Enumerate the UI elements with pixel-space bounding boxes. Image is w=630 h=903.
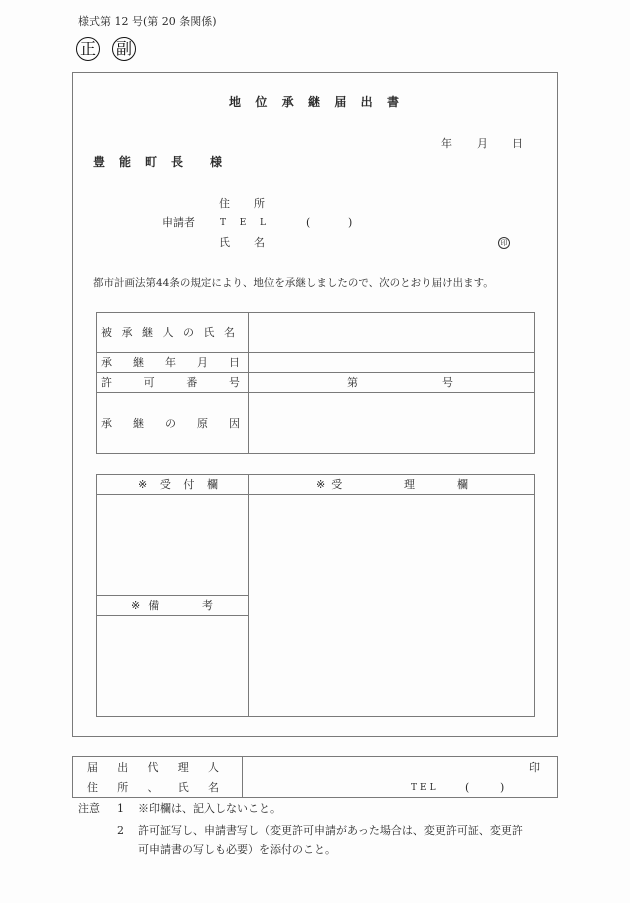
note-2-text-line1: 許可証写し、申請書写し（変更許可申請があった場合は、変更許可証、変更許 <box>138 824 523 837</box>
processing-area <box>249 495 534 716</box>
predecessor-name-field[interactable] <box>249 313 534 352</box>
agent-tel-label: TEL <box>411 783 439 793</box>
reception-column-header: ※ 受 付 欄 <box>138 478 218 491</box>
applicant-address-label: 住 所 <box>219 197 265 210</box>
notes-heading: 注意 <box>78 802 100 815</box>
applicant-name-label: 氏 名 <box>219 236 265 249</box>
applicant-tel-paren-close: ) <box>348 216 353 229</box>
predecessor-name-label: 被 承 継 人 の 氏 名 <box>101 326 235 339</box>
remarks-area <box>97 616 248 716</box>
permit-number-prefix: 第 <box>347 376 358 389</box>
agent-tel-paren-close: ) <box>500 781 505 794</box>
original-copy-mark: 正 <box>76 37 100 61</box>
agent-tel-paren-open: ( <box>465 781 470 794</box>
addressee-honorific: 様 <box>210 155 223 169</box>
succession-reason-label: 承 継 の 原 因 <box>101 417 240 430</box>
permit-number-suffix: 号 <box>442 376 453 389</box>
succession-reason-field[interactable] <box>249 393 534 453</box>
duplicate-copy-mark: 副 <box>112 37 136 61</box>
note-1-text: ※印欄は、記入しないこと。 <box>138 802 281 815</box>
form-number: 様式第 12 号(第 20 条関係) <box>78 15 217 28</box>
applicant-seal-icon: 印 <box>498 237 510 249</box>
date-month-label: 月 <box>477 137 488 150</box>
applicant-tel-paren-open: ( <box>306 216 311 229</box>
permit-number-field[interactable] <box>249 373 534 392</box>
note-2-number: 2 <box>117 824 124 837</box>
date-year-label: 年 <box>441 137 452 150</box>
succession-date-label: 承 継 年 月 日 <box>101 356 240 369</box>
note-2-text-line2: 可申請書の写しも必要）を添付のこと。 <box>138 843 336 856</box>
date-day-label: 日 <box>512 137 523 150</box>
addressee-name: 豊 能 町 長 <box>93 155 183 169</box>
processing-column-header: ※ 受 理 欄 <box>316 478 468 491</box>
applicant-label: 申請者 <box>162 216 195 229</box>
succession-date-field[interactable] <box>249 353 534 372</box>
remarks-header: ※ 備 考 <box>131 599 213 612</box>
agent-label-line2: 住 所 、 氏 名 <box>87 781 219 794</box>
agent-info-field[interactable] <box>243 757 557 797</box>
reception-area <box>97 495 248 595</box>
form-title: 地 位 承 継 届 出 書 <box>229 95 399 109</box>
permit-number-label: 許 可 番 号 <box>101 376 240 389</box>
note-1-number: 1 <box>117 802 124 815</box>
agent-label-line1: 届 出 代 理 人 <box>87 761 219 774</box>
agent-seal-label: 印 <box>529 761 540 774</box>
statement-text: 都市計画法第44条の規定により、地位を承継しましたので、次のとおり届け出ます。 <box>93 277 494 289</box>
applicant-tel-label: T E L <box>220 218 266 228</box>
remarks-header-top-line <box>96 595 248 596</box>
